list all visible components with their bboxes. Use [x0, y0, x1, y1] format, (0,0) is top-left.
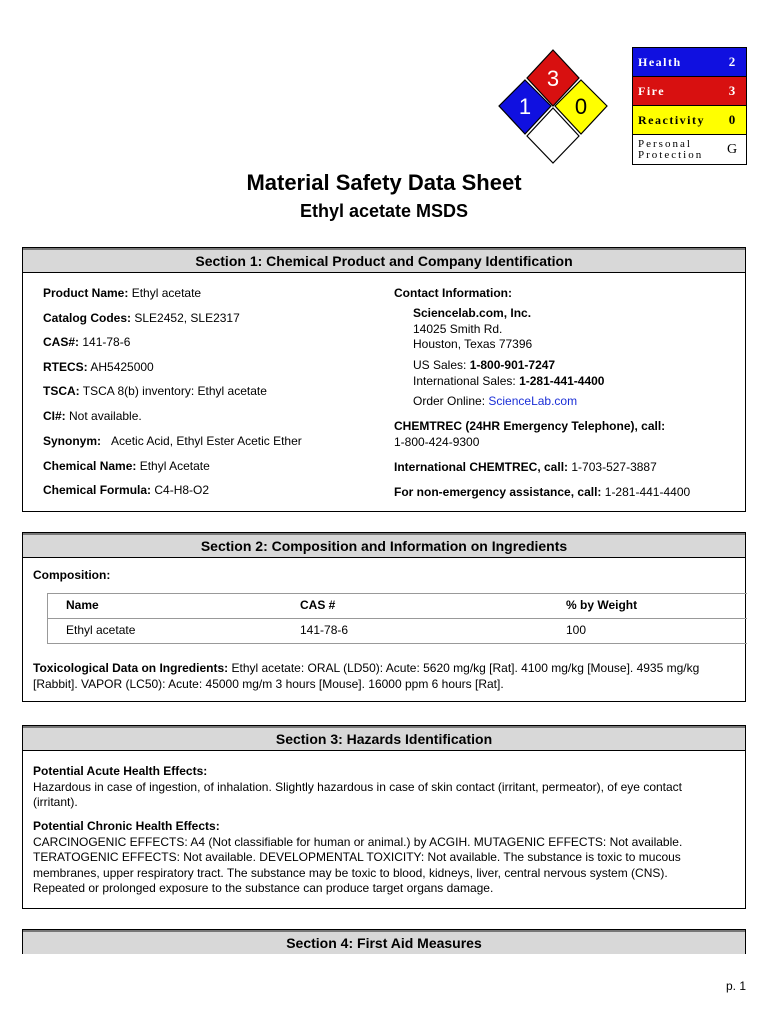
field-product-name: Product Name: Ethyl acetate [43, 286, 202, 300]
section-2-heading: Section 2: Composition and Information on Ingredients [23, 533, 745, 558]
section-4 [22, 929, 746, 954]
field-chemical-name: Chemical Name: Ethyl Acetate [43, 459, 210, 473]
table-header-row [47, 593, 747, 619]
cell-weight: 100 [566, 623, 587, 637]
nfpa-fire-value: 3 [546, 66, 560, 91]
table-row [47, 619, 747, 644]
hmis-health-value: 2 [728, 54, 736, 69]
field-tsca: TSCA: TSCA 8(b) inventory: Ethyl acetate [43, 384, 267, 398]
nfpa-reactivity-value: 0 [574, 94, 588, 119]
acute-health-effects: Potential Acute Health Effects: Hazardous in case of ingestion, of inhalation. Slightly hazardous in case of skin contact (irritant, permeator), of eye contact (irritant). [33, 764, 683, 809]
hmis-fire-value: 3 [728, 83, 736, 98]
us-sales: US Sales: 1-800-901-7247 [413, 358, 556, 372]
column-header-name: Name [66, 598, 99, 612]
composition-label: Composition: [33, 568, 111, 582]
sciencelab-link[interactable]: ScienceLab.com [488, 394, 578, 408]
hmis-health-label: Health [638, 54, 682, 69]
field-cas: CAS#: 141-78-6 [43, 335, 131, 349]
document-title: Material Safety Data Sheet [246, 170, 522, 195]
section-3-heading: Section 3: Hazards Identification [23, 726, 745, 751]
field-rtecs: RTECS: AH5425000 [43, 360, 154, 374]
hmis-reactivity-row [633, 106, 746, 135]
hmis-reactivity-label: Reactivity [638, 112, 705, 127]
contact-label: Contact Information: [394, 286, 512, 300]
chemtrec-phone: 1-800-424-9300 [394, 435, 480, 449]
cell-cas: 141-78-6 [300, 623, 349, 637]
hmis-ppe-label-1: Personal [638, 137, 692, 150]
hmis-ppe-row [633, 135, 746, 164]
chronic-health-effects: Potential Chronic Health Effects: CARCINOGENIC EFFECTS: A4 (Not classifiable for human or animal.) by ACGIH. MUTAGENIC EFFECTS: Not available. TERATOGENIC EFFECTS: Not available. DEVELOPMENTAL TOXICITY: Not available. The substance is toxic to mucous membranes, upper respiratory tract. The substance may be toxic to blood, kidneys, liver, central nervous system (CNS). Repeated or prolonged exposure to the substance can produce target organs damage. [33, 819, 683, 895]
composition-table [47, 593, 747, 644]
address-line-2: Houston, Texas 77396 [413, 337, 533, 351]
field-catalog-codes: Catalog Codes: SLE2452, SLE2317 [43, 311, 240, 325]
hmis-reactivity-value: 0 [728, 112, 736, 127]
hmis-ppe-label-2: Protection [638, 148, 704, 161]
section-4-heading: Section 4: First Aid Measures [23, 930, 745, 954]
nfpa-health-value: 1 [518, 94, 532, 119]
toxicological-data: Toxicological Data on Ingredients: Ethyl acetate: ORAL (LD50): Acute: 5620 mg/kg [Rat]. 4100 mg/kg [Mouse]. 4935 mg/kg [Rabbit]. VAPOR (LC50): Acute: 45000 mg/m 3 hours [Mouse]. 16000 ppm 6 hours [Rat]. [33, 661, 700, 691]
hmis-ppe-value: G [726, 141, 738, 157]
company-name: Sciencelab.com, Inc. [413, 306, 532, 320]
chemtrec-label: CHEMTREC (24HR Emergency Telephone), call: [394, 419, 666, 433]
cell-name: Ethyl acetate [66, 623, 136, 637]
column-header-weight: % by Weight [566, 598, 638, 612]
nfpa-diamond [497, 48, 609, 165]
hmis-health-row [633, 48, 746, 77]
hmis-fire-row [633, 77, 746, 106]
non-emergency-assistance: For non-emergency assistance, call: 1-281-441-4400 [394, 485, 691, 499]
address-line-1: 14025 Smith Rd. [413, 322, 503, 336]
document-subtitle: Ethyl acetate MSDS [299, 201, 469, 221]
section-3 [22, 725, 746, 909]
field-ci: CI#: Not available. [43, 409, 142, 423]
field-chemical-formula: Chemical Formula: C4-H8-O2 [43, 483, 210, 497]
international-sales: International Sales: 1-281-441-4400 [413, 374, 605, 388]
hmis-fire-label: Fire [638, 83, 666, 98]
hmis-rating-table [632, 47, 747, 165]
international-chemtrec: International CHEMTREC, call: 1-703-527-3887 [394, 460, 657, 474]
section-1-heading: Section 1: Chemical Product and Company Identification [23, 248, 745, 273]
field-synonym: Synonym: Acetic Acid, Ethyl Ester Acetic Ether [43, 434, 302, 448]
section-1 [22, 247, 746, 512]
page-number: p. 1 [725, 979, 746, 993]
column-header-cas: CAS # [300, 598, 336, 612]
order-online: Order Online: ScienceLab.com [413, 394, 578, 408]
section-2 [22, 532, 746, 702]
